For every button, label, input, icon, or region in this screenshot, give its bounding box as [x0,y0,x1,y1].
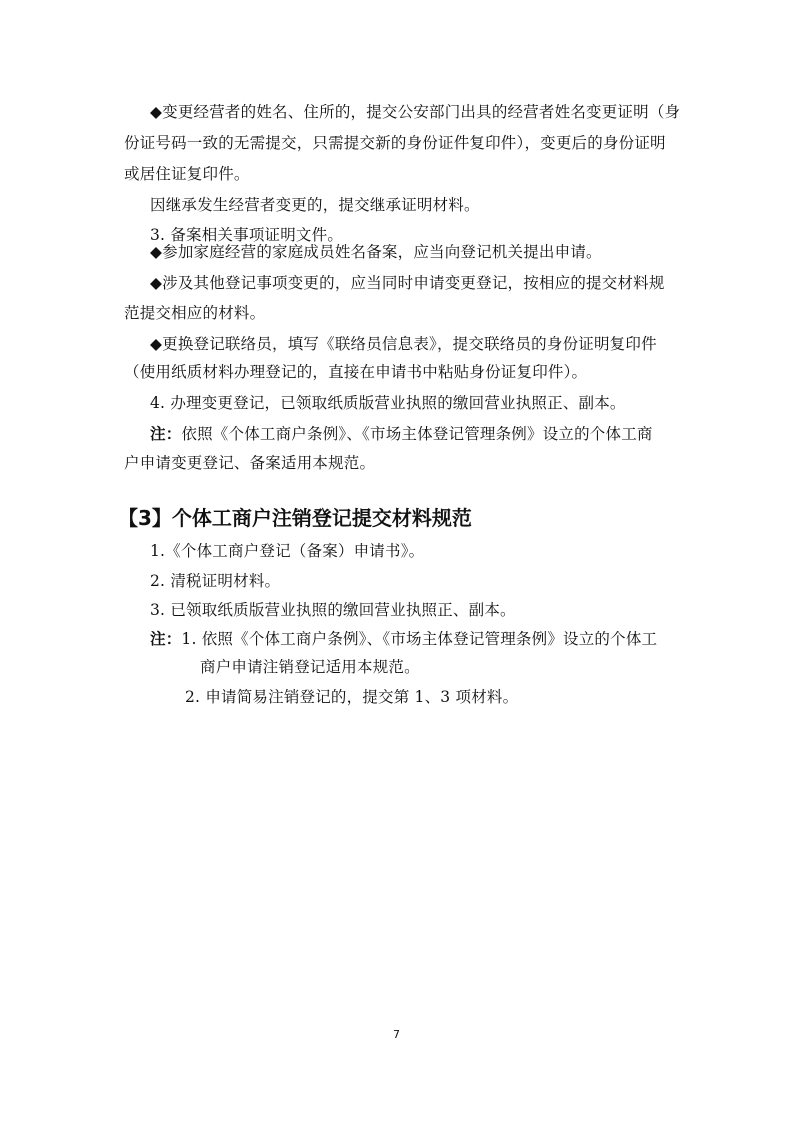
paragraph-other-change-line1: ◆涉及其他登记事项变更的，应当同时申请变更登记，按相应的提交材料规 [150,274,665,292]
paragraph-family-member: ◆参加家庭经营的家庭成员姓名备案，应当向登记机关提出申请。 [150,243,602,261]
deregistration-note-text: 1. 依照《个体工商户条例》、《市场主体登记管理条例》设立的个体工 [181,630,658,648]
paragraph-change-name-line1: ◆变更经营者的姓名、住所的，提交公安部门出具的经营者姓名变更证明（身 [150,103,681,121]
note-change-line1 [150,423,653,445]
deregistration-item3: 3. 已领取纸质版营业执照的缴回营业执照正、副本。 [150,601,516,619]
paragraph-inheritance: 因继承发生经营者变更的，提交继承证明材料。 [150,196,480,214]
paragraph-liaison-line1: ◆更换登记联络员，填写《联络员信息表》，提交联络员的身份证明复印件 [150,335,657,353]
note-text: 依照《个体工商户条例》、《市场主体登记管理条例》设立的个体工商 [181,425,653,443]
deregistration-note-line1 [150,628,657,650]
paragraph-change-name-line3: 或居住证复印件。 [124,165,250,183]
paragraph-filing-item3: 3. 备案相关事项证明文件。 [150,226,344,244]
paragraph-other-change-line2: 范提交相应的材料。 [124,304,266,322]
section-heading: 【3】个体工商户注销登记提交材料规范 [118,506,472,530]
page-number: 7 [393,1028,400,1041]
paragraph-liaison-line2: （使用纸质材料办理登记的，直接在申请书中粘贴身份证复印件）。 [124,363,588,381]
paragraph-change-name-line2: 份证号码一致的无需提交，只需提交新的身份证件复印件），变更后的身份证明 [124,134,666,152]
note-label: 注： [150,424,182,443]
deregistration-item2: 2. 清税证明材料。 [150,572,281,590]
deregistration-note-label: 注： [150,629,182,648]
deregistration-note-line3: 2. 申请简易注销登记的，提交第 1、3 项材料。 [185,688,519,706]
deregistration-item1: 1.《个体工商户登记（备案）申请书》。 [150,542,425,560]
deregistration-note-line2: 商户申请注销登记适用本规范。 [200,658,420,676]
paragraph-change-item4: 4. 办理变更登记，已领取纸质版营业执照的缴回营业执照正、副本。 [150,394,626,412]
note-change-line2: 户申请变更登记、备案适用本规范。 [124,454,376,472]
